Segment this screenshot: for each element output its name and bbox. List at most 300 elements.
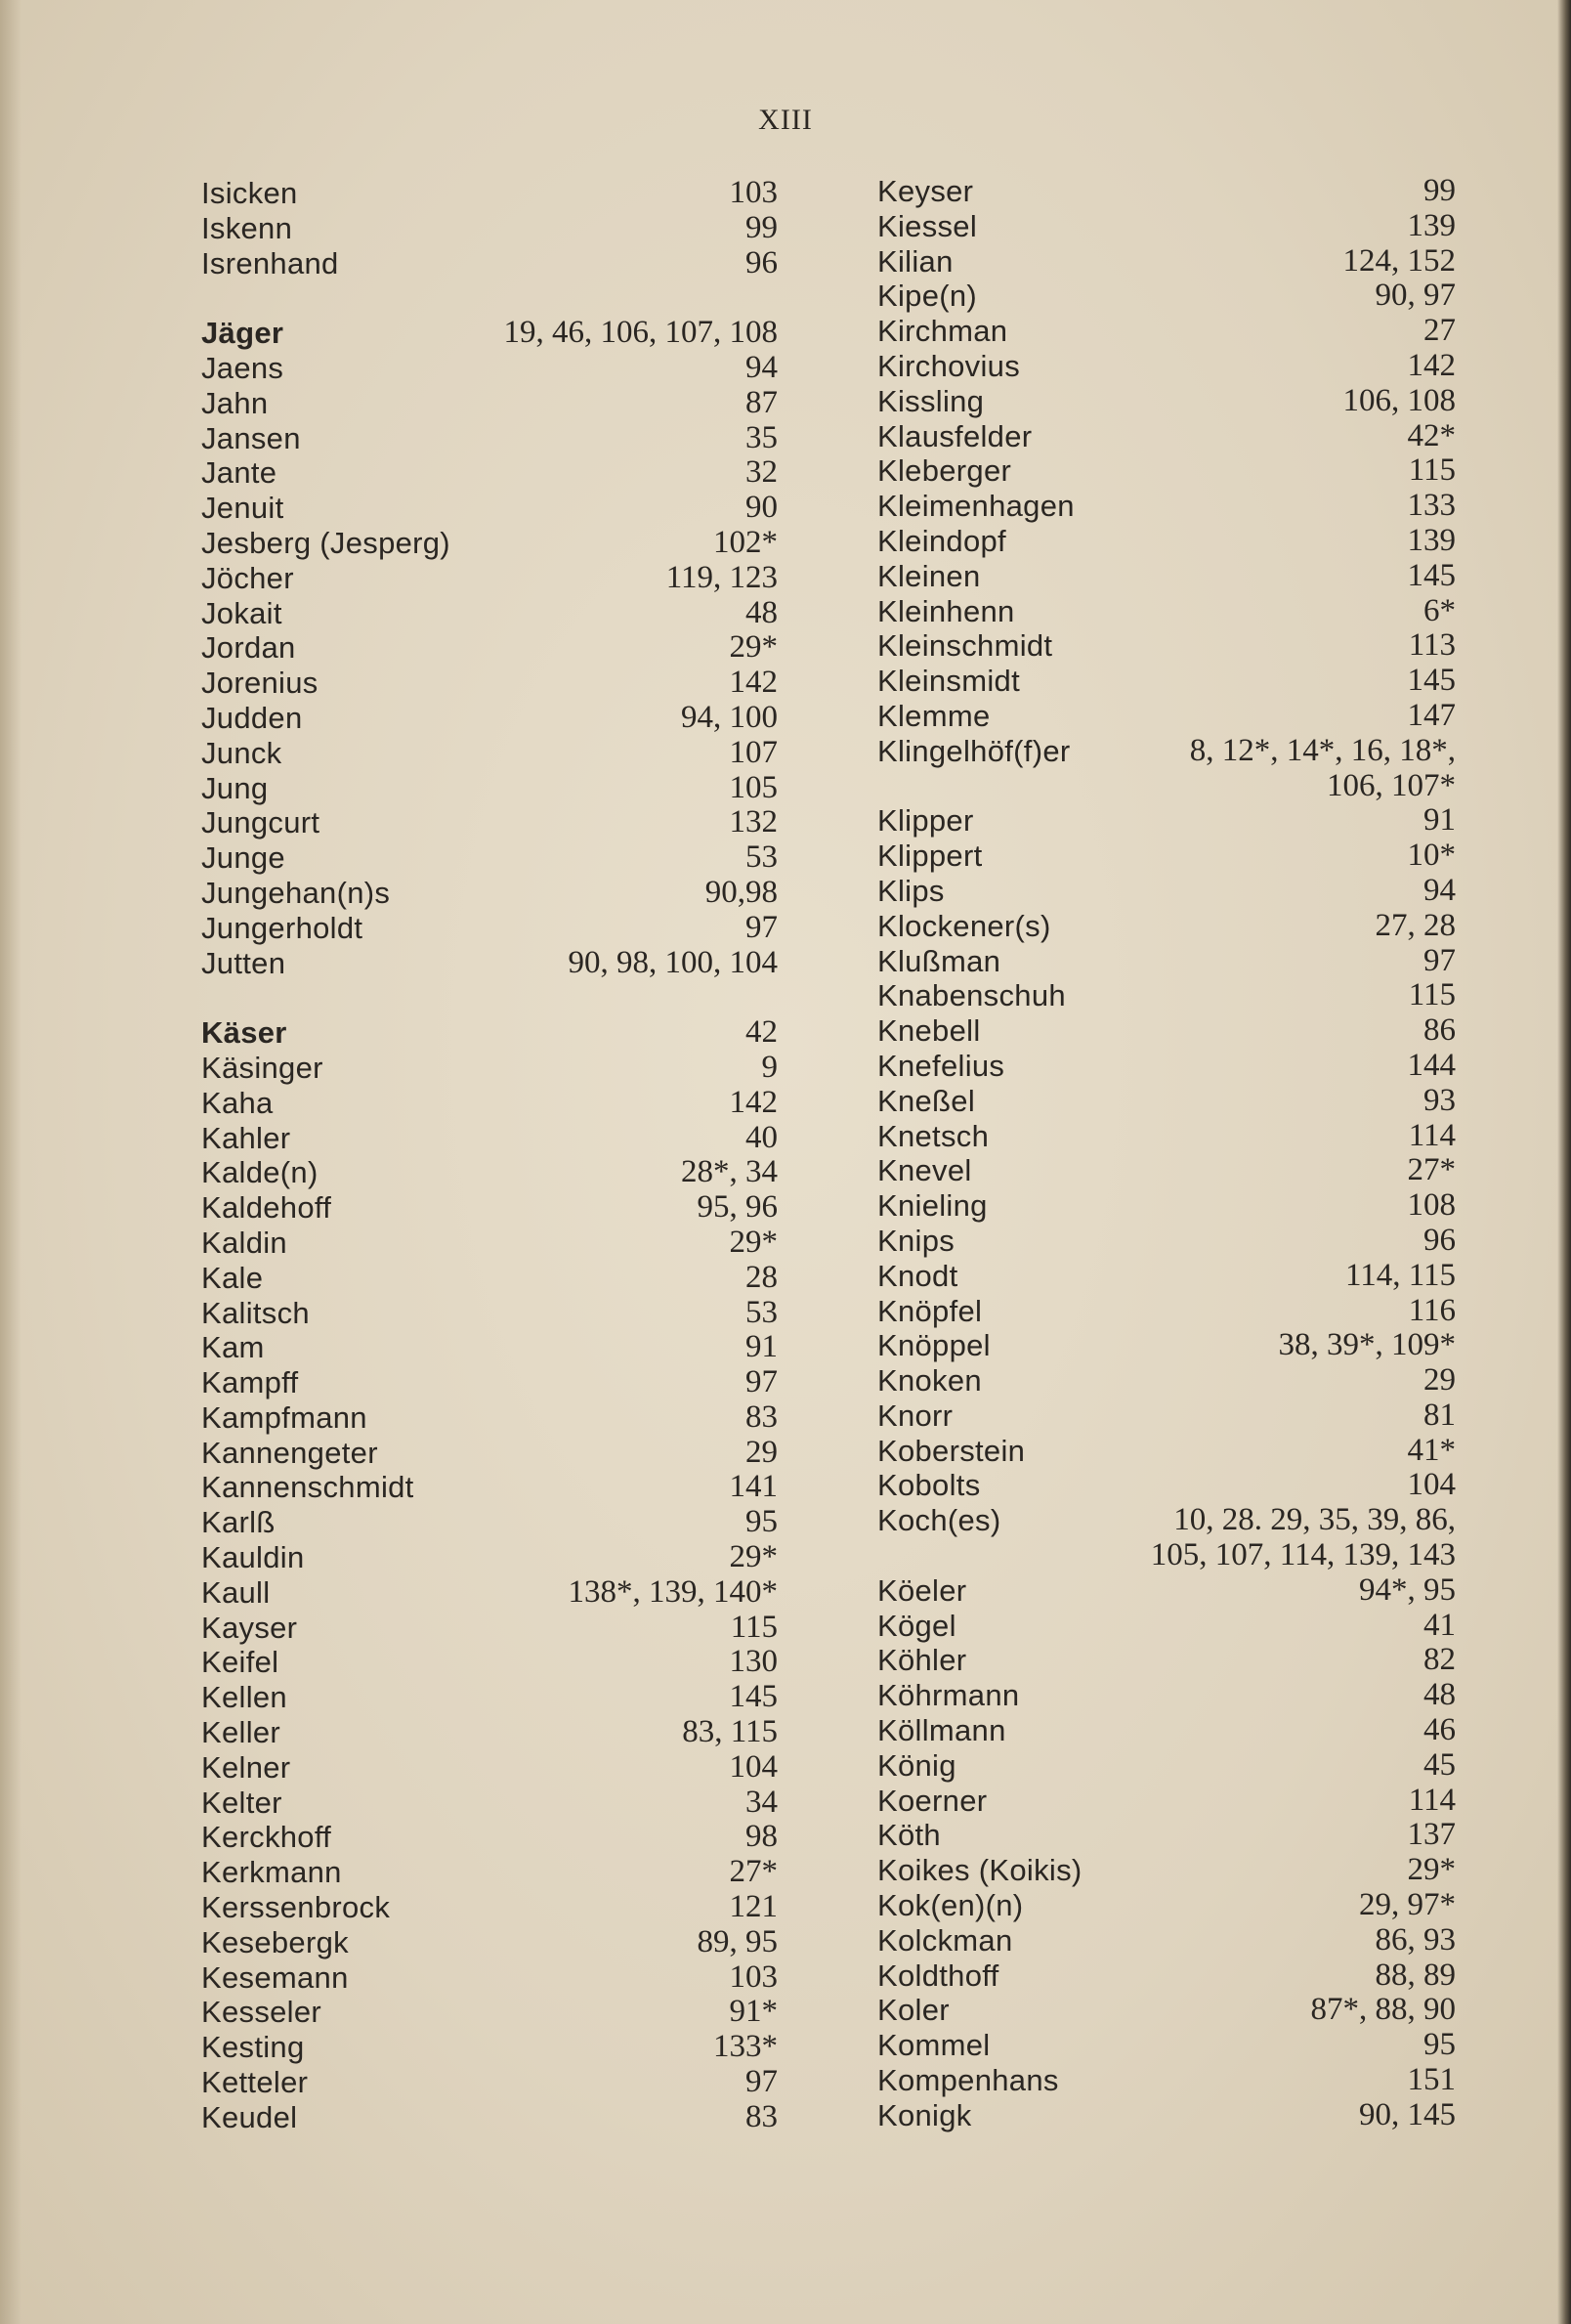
index-entry — [877, 1643, 1456, 1678]
entry-name: Kleinhenn — [877, 593, 1015, 628]
entry-pages: 10, 28. 29, 35, 39, 86, — [1173, 1502, 1456, 1538]
index-entry — [877, 1923, 1456, 1958]
index-entry — [877, 874, 1456, 909]
entry-name: Kipe(n) — [877, 279, 978, 314]
index-entry — [201, 1436, 778, 1471]
entry-name: Kleberger — [877, 453, 1012, 489]
entry-pages: 28 — [745, 1259, 778, 1295]
entry-pages: 139 — [1407, 522, 1456, 558]
index-entry — [877, 699, 1456, 734]
entry-name: Käsinger — [201, 1050, 323, 1085]
entry-name: Kilian — [877, 243, 954, 279]
entry-pages: 46 — [1423, 1712, 1456, 1748]
entry-name: Konigk — [877, 2097, 972, 2132]
index-entry — [201, 1715, 778, 1750]
index-entry — [877, 944, 1456, 979]
entry-pages: 133* — [713, 2029, 778, 2065]
entry-name: Kerckhoff — [201, 1820, 332, 1855]
entry-name: Kalitsch — [201, 1295, 310, 1330]
entry-pages: 48 — [745, 594, 778, 630]
entry-pages: 93 — [1423, 1082, 1456, 1118]
entry-name: Jahn — [201, 385, 269, 420]
entry-name: Köth — [877, 1818, 941, 1853]
index-entry — [877, 244, 1456, 280]
entry-name: Klips — [877, 873, 945, 908]
entry-pages: 45 — [1423, 1746, 1456, 1783]
entry-pages: 96 — [1423, 1222, 1456, 1258]
entry-pages: 145 — [729, 1679, 778, 1715]
index-entry — [201, 1121, 778, 1156]
entry-name: Isicken — [201, 176, 298, 210]
index-entry — [201, 2100, 778, 2135]
entry-name: Kesebergk — [201, 1924, 349, 1959]
entry-pages: 29* — [729, 1224, 778, 1260]
entry-name: Koberstein — [877, 1433, 1026, 1468]
entry-name: Kissling — [877, 383, 985, 418]
entry-name: Jenuit — [201, 491, 284, 526]
entry-pages: 97 — [745, 909, 778, 945]
index-entry — [201, 1540, 778, 1575]
entry-name: Kam — [201, 1330, 265, 1365]
entry-name: Köeler — [877, 1572, 967, 1608]
index-entry — [877, 2028, 1456, 2063]
index-entry — [201, 455, 778, 491]
entry-pages: 90,98 — [704, 874, 778, 910]
entry-pages: 105 — [729, 769, 778, 805]
index-entry — [877, 978, 1456, 1013]
index-entry — [877, 1784, 1456, 1819]
entry-pages: 83 — [745, 2098, 778, 2134]
entry-pages: 27 — [1423, 313, 1456, 349]
index-entry — [877, 1084, 1456, 1119]
entry-pages: 94, 100 — [681, 699, 778, 735]
page-edge-left — [0, 0, 21, 2324]
index-entry — [201, 316, 778, 351]
entry-name: Koch(es) — [877, 1503, 1001, 1538]
entry-name: Jordan — [201, 630, 296, 666]
entry-pages: 124, 152 — [1342, 242, 1456, 279]
entry-name: Kelner — [201, 1749, 291, 1785]
index-entry — [877, 489, 1456, 524]
index-entry — [201, 1470, 778, 1505]
index-entry — [877, 1434, 1456, 1469]
entry-pages: 141 — [729, 1469, 778, 1505]
entry-name: Ketteler — [201, 2065, 309, 2100]
entry-pages: 28*, 34 — [681, 1154, 778, 1190]
entry-name: Kleinsmidt — [877, 664, 1020, 699]
entry-pages: 147 — [1407, 697, 1456, 733]
entry-name: Kommel — [877, 2028, 991, 2063]
entry-name: Junck — [201, 735, 282, 770]
entry-name: Knefelius — [877, 1048, 1005, 1083]
index-entry — [201, 1680, 778, 1715]
index-entry — [201, 805, 778, 840]
index-entry — [877, 734, 1456, 769]
index-entry — [201, 701, 778, 736]
entry-name: Kauldin — [201, 1540, 305, 1575]
entry-pages: 119, 123 — [665, 559, 778, 595]
index-entry — [201, 840, 778, 876]
index-entry — [201, 630, 778, 666]
index-entry — [201, 491, 778, 526]
index-entry — [201, 666, 778, 701]
entry-pages: 115 — [1408, 452, 1456, 489]
entry-pages: 114, 115 — [1344, 1257, 1456, 1293]
entry-name: Kannenschmidt — [201, 1470, 414, 1505]
index-entry — [201, 911, 778, 946]
entry-pages: 104 — [1407, 1467, 1456, 1503]
entry-pages: 83 — [745, 1399, 778, 1435]
entry-pages: 29* — [729, 1539, 778, 1575]
entry-pages: 35 — [745, 419, 778, 455]
entry-pages: 130 — [729, 1644, 778, 1680]
entry-pages: 86, 93 — [1375, 1921, 1456, 1958]
entry-pages: 8, 12*, 14*, 16, 18*, — [1189, 732, 1456, 768]
index-entry — [877, 1538, 1456, 1573]
index-entry — [877, 384, 1456, 419]
entry-pages: 90, 98, 100, 104 — [568, 944, 778, 980]
index-entry — [201, 1575, 778, 1611]
entry-name: Jansen — [201, 420, 301, 455]
index-entry — [877, 909, 1456, 944]
entry-pages: 29 — [745, 1434, 778, 1470]
entry-pages: 142 — [1407, 347, 1456, 383]
entry-name: Kalde(n) — [201, 1155, 318, 1190]
entry-name: Kerkmann — [201, 1855, 342, 1890]
entry-pages: 29, 97* — [1359, 1887, 1456, 1923]
entry-pages: 96 — [745, 244, 778, 280]
entry-name: Jäger — [201, 316, 284, 351]
entry-name: Kaha — [201, 1085, 274, 1120]
entry-name: Kellen — [201, 1680, 287, 1715]
index-entry — [877, 1049, 1456, 1084]
entry-name: Klockener(s) — [877, 908, 1051, 943]
index-entry — [877, 174, 1456, 209]
entry-pages: 95 — [1423, 2027, 1456, 2063]
entry-name: Knebell — [877, 1013, 981, 1049]
entry-name: Kögel — [877, 1608, 956, 1643]
index-entry — [877, 349, 1456, 384]
index-entry — [201, 1995, 778, 2030]
entry-pages: 95 — [745, 1504, 778, 1540]
index-entry — [201, 246, 778, 281]
entry-pages: 40 — [745, 1119, 778, 1155]
entry-pages: 139 — [1407, 207, 1456, 243]
entry-pages: 48 — [1423, 1677, 1456, 1713]
entry-pages: 89, 95 — [697, 1923, 778, 1959]
entry-name: Köllmann — [877, 1713, 1006, 1748]
entry-pages: 90 — [745, 490, 778, 526]
index-entry — [877, 314, 1456, 349]
entry-name: Kaldehoff — [201, 1190, 332, 1226]
index-entry — [877, 419, 1456, 454]
index-entry — [877, 1503, 1456, 1538]
entry-pages: 97 — [1423, 942, 1456, 978]
entry-name: Knabenschuh — [877, 978, 1066, 1013]
entry-name: Jöcher — [201, 560, 294, 595]
index-entry — [877, 839, 1456, 874]
entry-pages: 82 — [1423, 1642, 1456, 1678]
index-entry — [201, 421, 778, 456]
entry-pages: 133 — [1407, 488, 1456, 524]
entry-name: Kesseler — [201, 1995, 322, 2030]
index-entry — [201, 1400, 778, 1436]
index-entry — [201, 1051, 778, 1086]
index-entry — [877, 1678, 1456, 1713]
entry-pages: 132 — [729, 804, 778, 840]
entry-name: Kaull — [201, 1574, 271, 1610]
index-entry — [877, 453, 1456, 489]
entry-name: Kaldin — [201, 1225, 287, 1260]
entry-pages: 103 — [729, 1958, 778, 1995]
index-entry — [201, 351, 778, 386]
page-edge-right — [1557, 0, 1571, 2324]
entry-pages: 87 — [745, 384, 778, 420]
index-entry — [877, 1153, 1456, 1188]
index-entry — [877, 1888, 1456, 1923]
entry-name: Koldthoff — [877, 1958, 999, 1993]
index-entry — [201, 1645, 778, 1680]
index-entry — [877, 1468, 1456, 1503]
entry-name: Knips — [877, 1223, 955, 1258]
entry-name: Knöpfel — [877, 1293, 983, 1328]
entry-name: Jesberg (Jesperg) — [201, 525, 450, 560]
index-entry — [877, 1748, 1456, 1784]
entry-name: Knorr — [877, 1398, 954, 1433]
entry-name: Koerner — [877, 1783, 988, 1818]
entry-pages: 88, 89 — [1375, 1957, 1456, 1993]
entry-pages: 116 — [1408, 1292, 1456, 1328]
entry-name: Koikes (Koikis) — [877, 1853, 1083, 1888]
index-entry — [201, 1786, 778, 1821]
entry-pages: 41* — [1407, 1432, 1456, 1468]
index-entry — [877, 1958, 1456, 1994]
index-entry — [877, 1188, 1456, 1224]
entry-pages: 142 — [729, 1084, 778, 1120]
entry-pages: 145 — [1407, 557, 1456, 593]
index-entry — [201, 2030, 778, 2065]
entry-name: Jungehan(n)s — [201, 875, 391, 910]
index-entry — [201, 1365, 778, 1400]
index-entry — [201, 1820, 778, 1855]
page-number: XIII — [758, 104, 813, 136]
entry-name: Kiessel — [877, 208, 978, 243]
index-column-right — [877, 174, 1456, 2133]
entry-pages: 102* — [713, 524, 778, 560]
entry-pages: 91 — [745, 1329, 778, 1365]
index-entry — [201, 561, 778, 596]
index-entry — [877, 559, 1456, 594]
index-entry — [201, 1855, 778, 1890]
entry-name: Keudel — [201, 2099, 298, 2134]
entry-pages: 144 — [1407, 1047, 1456, 1083]
entry-name: Kobolts — [877, 1468, 981, 1503]
entry-pages: 27* — [1407, 1152, 1456, 1188]
entry-pages: 99 — [1423, 173, 1456, 208]
index-entry — [877, 1328, 1456, 1363]
index-entry — [877, 1853, 1456, 1888]
entry-pages: 151 — [1407, 2062, 1456, 2098]
index-entry — [201, 211, 778, 246]
entry-name: Kneßel — [877, 1083, 976, 1118]
entry-pages: 29* — [729, 629, 778, 666]
entry-pages: 108 — [1407, 1187, 1456, 1224]
index-entry — [877, 1609, 1456, 1644]
index-entry — [877, 664, 1456, 699]
entry-name: König — [877, 1747, 956, 1783]
entry-name: Klingelhöf(f)er — [877, 733, 1071, 768]
entry-name: Klippert — [877, 839, 983, 874]
index-entry — [877, 628, 1456, 664]
entry-pages: 90, 145 — [1359, 2096, 1456, 2132]
index-entry — [877, 209, 1456, 244]
entry-pages: 95, 96 — [697, 1189, 778, 1226]
entry-name: Kompenhans — [877, 2063, 1059, 2098]
index-entry — [877, 524, 1456, 559]
entry-name: Knetsch — [877, 1118, 990, 1153]
entry-name: Jutten — [201, 945, 286, 980]
index-entry — [877, 1013, 1456, 1049]
index-entry — [877, 803, 1456, 839]
entry-pages: 115 — [1408, 977, 1456, 1013]
entry-name: Knoken — [877, 1363, 982, 1399]
entry-pages: 83, 115 — [682, 1714, 778, 1750]
entry-name: Jorenius — [201, 666, 318, 701]
entry-name: Kayser — [201, 1610, 298, 1645]
index-entry — [201, 1890, 778, 1925]
entry-name: Jungcurt — [201, 805, 320, 840]
entry-name: Klußman — [877, 943, 1001, 978]
entry-pages: 42* — [1407, 417, 1456, 453]
index-entry — [877, 594, 1456, 629]
index-entry — [877, 1818, 1456, 1853]
entry-name: Kale — [201, 1260, 264, 1295]
entry-pages: 53 — [745, 839, 778, 876]
index-entry — [201, 946, 778, 981]
index-entry — [877, 1119, 1456, 1154]
entry-name: Kleinschmidt — [877, 628, 1053, 664]
index-entry — [877, 2098, 1456, 2133]
entry-pages: 19, 46, 106, 107, 108 — [503, 315, 778, 351]
entry-name: Kampfmann — [201, 1399, 367, 1435]
index-entry — [201, 771, 778, 806]
entry-pages: 41 — [1423, 1607, 1456, 1643]
entry-name: Klemme — [877, 698, 991, 733]
entry-name: Kahler — [201, 1120, 291, 1155]
entry-pages: 42 — [745, 1014, 778, 1051]
entry-pages: 138*, 139, 140* — [568, 1573, 778, 1610]
entry-name: Kesemann — [201, 1959, 349, 1995]
entry-name: Köhler — [877, 1643, 967, 1678]
index-entry — [877, 279, 1456, 314]
entry-pages: 107 — [729, 734, 778, 770]
entry-pages: 94 — [1423, 872, 1456, 908]
index-entry — [201, 176, 778, 211]
index-entry — [201, 526, 778, 561]
entry-pages: 121 — [729, 1889, 778, 1925]
entry-name: Kampff — [201, 1365, 299, 1400]
entry-pages: 103 — [729, 175, 778, 210]
entry-pages: 115 — [730, 1609, 778, 1645]
entry-name: Käser — [201, 1015, 287, 1051]
entry-pages: 97 — [745, 1364, 778, 1400]
index-entry — [877, 1294, 1456, 1329]
entry-name: Knevel — [877, 1153, 972, 1188]
entry-name: Kirchman — [877, 314, 1008, 349]
entry-name: Judden — [201, 700, 303, 735]
entry-name: Keller — [201, 1715, 281, 1750]
index-entry — [201, 1086, 778, 1121]
entry-pages: 98 — [745, 1819, 778, 1855]
entry-name: Karlß — [201, 1505, 276, 1540]
index-entry — [201, 1155, 778, 1190]
entry-name: Kleinen — [877, 558, 981, 593]
entry-pages: 34 — [745, 1784, 778, 1820]
entry-name: Jung — [201, 770, 269, 805]
index-entry — [201, 596, 778, 631]
entry-pages: 137 — [1407, 1817, 1456, 1853]
index-entry — [877, 1399, 1456, 1434]
entry-name: Klausfelder — [877, 418, 1033, 453]
index-entry — [201, 1226, 778, 1261]
entry-pages: 10* — [1407, 838, 1456, 874]
entry-name: Kannengeter — [201, 1435, 378, 1470]
index-entry — [877, 2063, 1456, 2098]
index-entry — [201, 1296, 778, 1331]
index-entry — [877, 1259, 1456, 1294]
index-entry — [201, 1505, 778, 1540]
entry-pages: 106, 108 — [1342, 382, 1456, 418]
entry-name: Keyser — [877, 174, 974, 208]
index-entry — [877, 1363, 1456, 1399]
entry-pages: 113 — [1408, 627, 1456, 664]
entry-name: Isrenhand — [201, 245, 339, 280]
entry-name: Kesting — [201, 2030, 305, 2065]
index-entry — [201, 1261, 778, 1296]
entry-pages: 94*, 95 — [1359, 1571, 1456, 1608]
index-entry — [877, 1573, 1456, 1609]
entry-name: Keifel — [201, 1645, 279, 1680]
entry-name: Junge — [201, 840, 285, 876]
index-entry — [201, 1190, 778, 1226]
entry-name: Jungerholdt — [201, 910, 363, 945]
entry-pages: 94 — [745, 349, 778, 385]
index-entry — [201, 876, 778, 911]
entry-pages: 29* — [1407, 1852, 1456, 1888]
index-entry — [877, 1713, 1456, 1748]
entry-name: Kelter — [201, 1785, 282, 1820]
index-entry — [201, 1750, 778, 1786]
entry-name: Kleindopf — [877, 523, 1006, 558]
entry-name: Knieling — [877, 1188, 988, 1224]
entry-pages: 53 — [745, 1294, 778, 1330]
entry-pages: 81 — [1423, 1397, 1456, 1433]
index-entry — [201, 1925, 778, 1960]
entry-pages: 86 — [1423, 1012, 1456, 1049]
index-entry — [877, 769, 1456, 804]
entry-name: Knöppel — [877, 1328, 991, 1363]
entry-pages: 38, 39*, 109* — [1278, 1327, 1456, 1363]
index-column-left — [201, 176, 778, 2135]
entry-name: Kolckman — [877, 1922, 1013, 1958]
index-entry — [201, 1960, 778, 1996]
entry-name: Knodt — [877, 1258, 958, 1293]
entry-pages: 114 — [1408, 1117, 1456, 1153]
entry-pages: 9 — [761, 1049, 778, 1085]
entry-name: Jaens — [201, 350, 284, 385]
entry-pages: 106, 107* — [1327, 767, 1456, 803]
entry-pages: 104 — [729, 1748, 778, 1785]
